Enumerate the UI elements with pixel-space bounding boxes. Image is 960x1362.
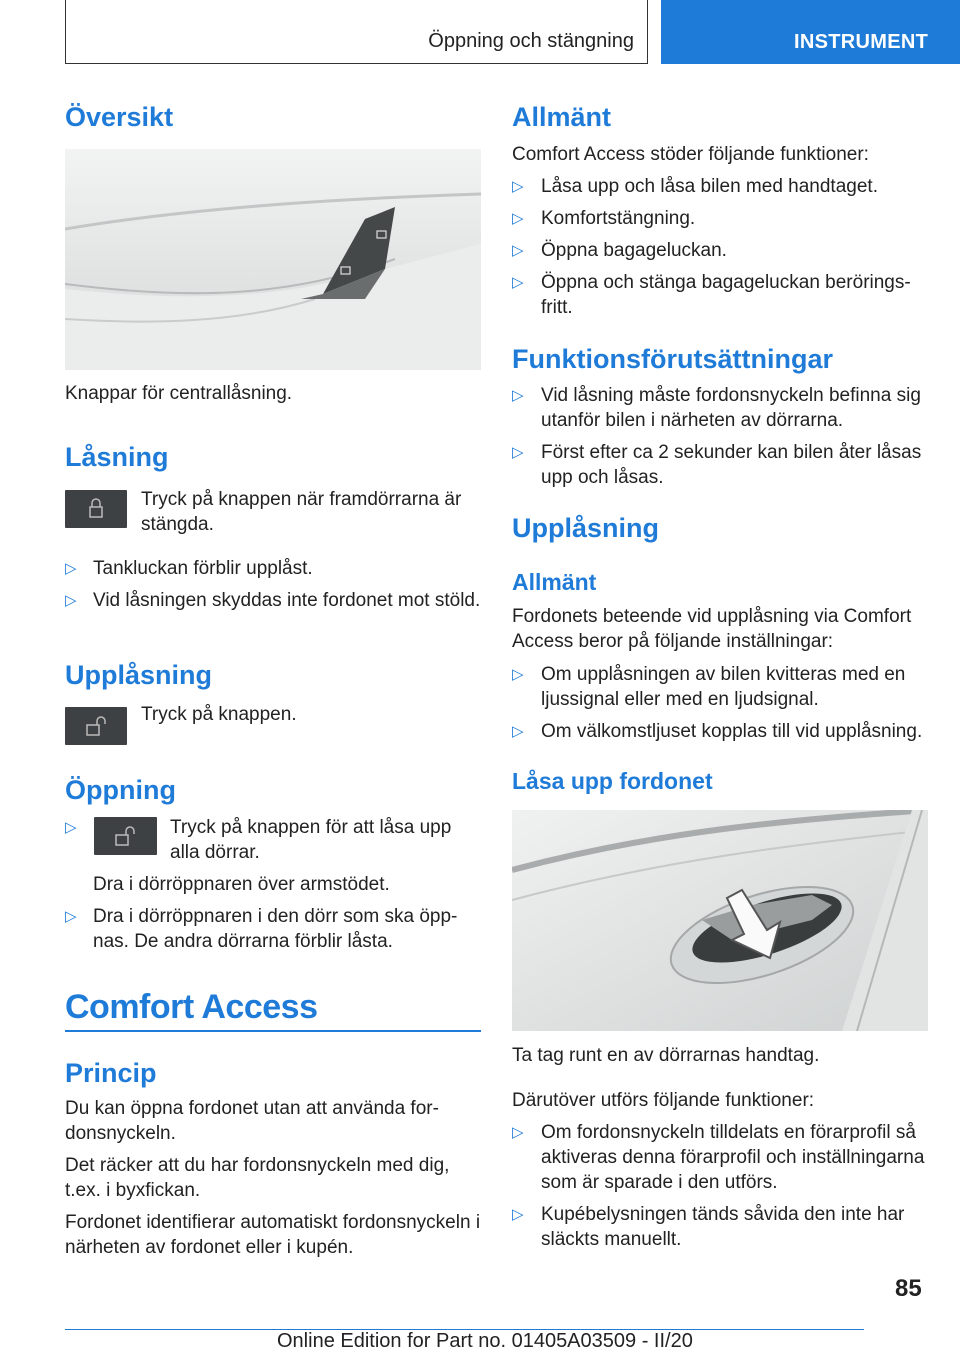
list-item: Om välkomstljuset kopplas till vid upplåsning. xyxy=(541,721,923,742)
list-item: Låsa upp och låsa bilen med handtaget. xyxy=(541,176,878,197)
paragraph: Du kan öppna fordonet utan att använda for‐donsnyckeln. xyxy=(65,1098,439,1144)
list-item: Öppna och stänga bagageluckan berörings‐fritt. xyxy=(541,272,911,318)
heading-upplasning-right: Upplåsning xyxy=(512,513,659,543)
bullet-icon: ▷ xyxy=(512,666,524,683)
bullet-icon: ▷ xyxy=(512,444,524,461)
bullet-icon: ▷ xyxy=(512,723,524,740)
bullet-icon: ▷ xyxy=(512,1124,524,1141)
caption-oversikt: Knappar för centrallåsning. xyxy=(65,383,293,404)
heading-allmant: Allmänt xyxy=(512,102,612,132)
subheading-allmant: Allmänt xyxy=(512,569,597,595)
paragraph: Comfort Access stöder följande funktioner: xyxy=(512,144,869,165)
heading-princip: Princip xyxy=(65,1058,157,1088)
heading-rule xyxy=(65,1030,481,1032)
chapter-tab[interactable] xyxy=(661,0,960,64)
paragraph: Därutöver utförs följande funktioner: xyxy=(512,1090,815,1111)
lock-icon xyxy=(65,490,127,528)
heading-oversikt: Översikt xyxy=(65,102,174,132)
list-item-sub: Dra i dörröppnaren över armstödet. xyxy=(93,874,390,895)
page-number: 85 xyxy=(895,1275,922,1302)
list-item: Tryck på knappen för att låsa upp alla dörrar. xyxy=(170,817,452,863)
bullet-icon: ▷ xyxy=(65,819,77,836)
unlock-icon xyxy=(65,707,127,745)
bullet-icon: ▷ xyxy=(512,210,524,227)
unlock-icon xyxy=(94,817,157,855)
bullet-icon: ▷ xyxy=(512,274,524,291)
bullet-icon: ▷ xyxy=(65,592,77,609)
list-item: Vid låsning måste fordonsnyckeln befinna sig utanför bilen i närheten av dörrarna. xyxy=(541,385,921,431)
caption-lasa-upp: Ta tag runt en av dörrarnas handtag. xyxy=(512,1045,820,1066)
door-handle-illustration xyxy=(65,149,481,370)
heading-lasning: Låsning xyxy=(65,442,169,472)
text-upplasning: Tryck på knappen. xyxy=(141,704,297,725)
chapter-tab-label: INSTRUMENT xyxy=(794,31,929,53)
heading-funktionsforutsattningar: Funktionsförutsättningar xyxy=(512,344,833,374)
list-item: Vid låsningen skyddas inte fordonet mot stöld. xyxy=(93,590,481,611)
heading-comfort-access: Comfort Access xyxy=(65,988,318,1026)
paragraph: Fordonets beteende vid upplåsning via Comfort Access beror på följande inställningar: xyxy=(512,606,912,652)
footer-edition: Online Edition for Part no. 01405A03509 - II/20 xyxy=(277,1330,693,1352)
bullet-icon: ▷ xyxy=(65,560,77,577)
text-lasning: Tryck på knappen när framdörrarna är stängda. xyxy=(141,489,462,535)
bullet-icon: ▷ xyxy=(512,242,524,259)
heading-upplasning: Upplåsning xyxy=(65,660,212,690)
bullet-icon: ▷ xyxy=(512,1206,524,1223)
unlock-button-image xyxy=(65,707,127,745)
list-item: Öppna bagageluckan. xyxy=(541,240,727,261)
list-item: Om fordonsnyckeln tilldelats en förarprofil så aktiveras denna förarprofil och inställningarna som är sparade i den utförs. xyxy=(541,1122,925,1193)
door-handle-arrow-illustration xyxy=(512,810,928,1031)
subheading-lasa-upp-fordonet: Låsa upp fordonet xyxy=(512,768,713,794)
paragraph: Fordonet identifierar automatiskt fordonsnyckeln i närheten av fordonet eller i kupén. xyxy=(65,1212,481,1258)
lock-button-image xyxy=(65,490,127,528)
door-buttons-photo xyxy=(65,149,481,370)
bullet-icon: ▷ xyxy=(512,178,524,195)
paragraph: Det räcker att du har fordonsnyckeln med dig, t.ex. i byxfickan. xyxy=(65,1155,450,1201)
list-item: Om upplåsningen av bilen kvitteras med en ljussignal eller med en ljudsignal. xyxy=(541,664,906,710)
section-title: Öppning och stängning xyxy=(428,30,634,52)
list-item: Komfortstängning. xyxy=(541,208,696,229)
heading-oppning: Öppning xyxy=(65,775,176,805)
unlock-button-image xyxy=(94,817,157,855)
list-item: Tankluckan förblir upplåst. xyxy=(93,558,313,579)
list-item: Först efter ca 2 sekunder kan bilen åter låsas upp och låsas. xyxy=(541,442,922,488)
list-item: Kupébelysningen tänds såvida den inte har släckts manuellt. xyxy=(541,1204,905,1250)
bullet-icon: ▷ xyxy=(512,387,524,404)
door-handle-photo xyxy=(512,810,928,1031)
list-item: Dra i dörröppnaren i den dörr som ska öpp‐nas. De andra dörrarna förblir låsta. xyxy=(93,906,458,952)
bullet-icon: ▷ xyxy=(65,908,77,925)
